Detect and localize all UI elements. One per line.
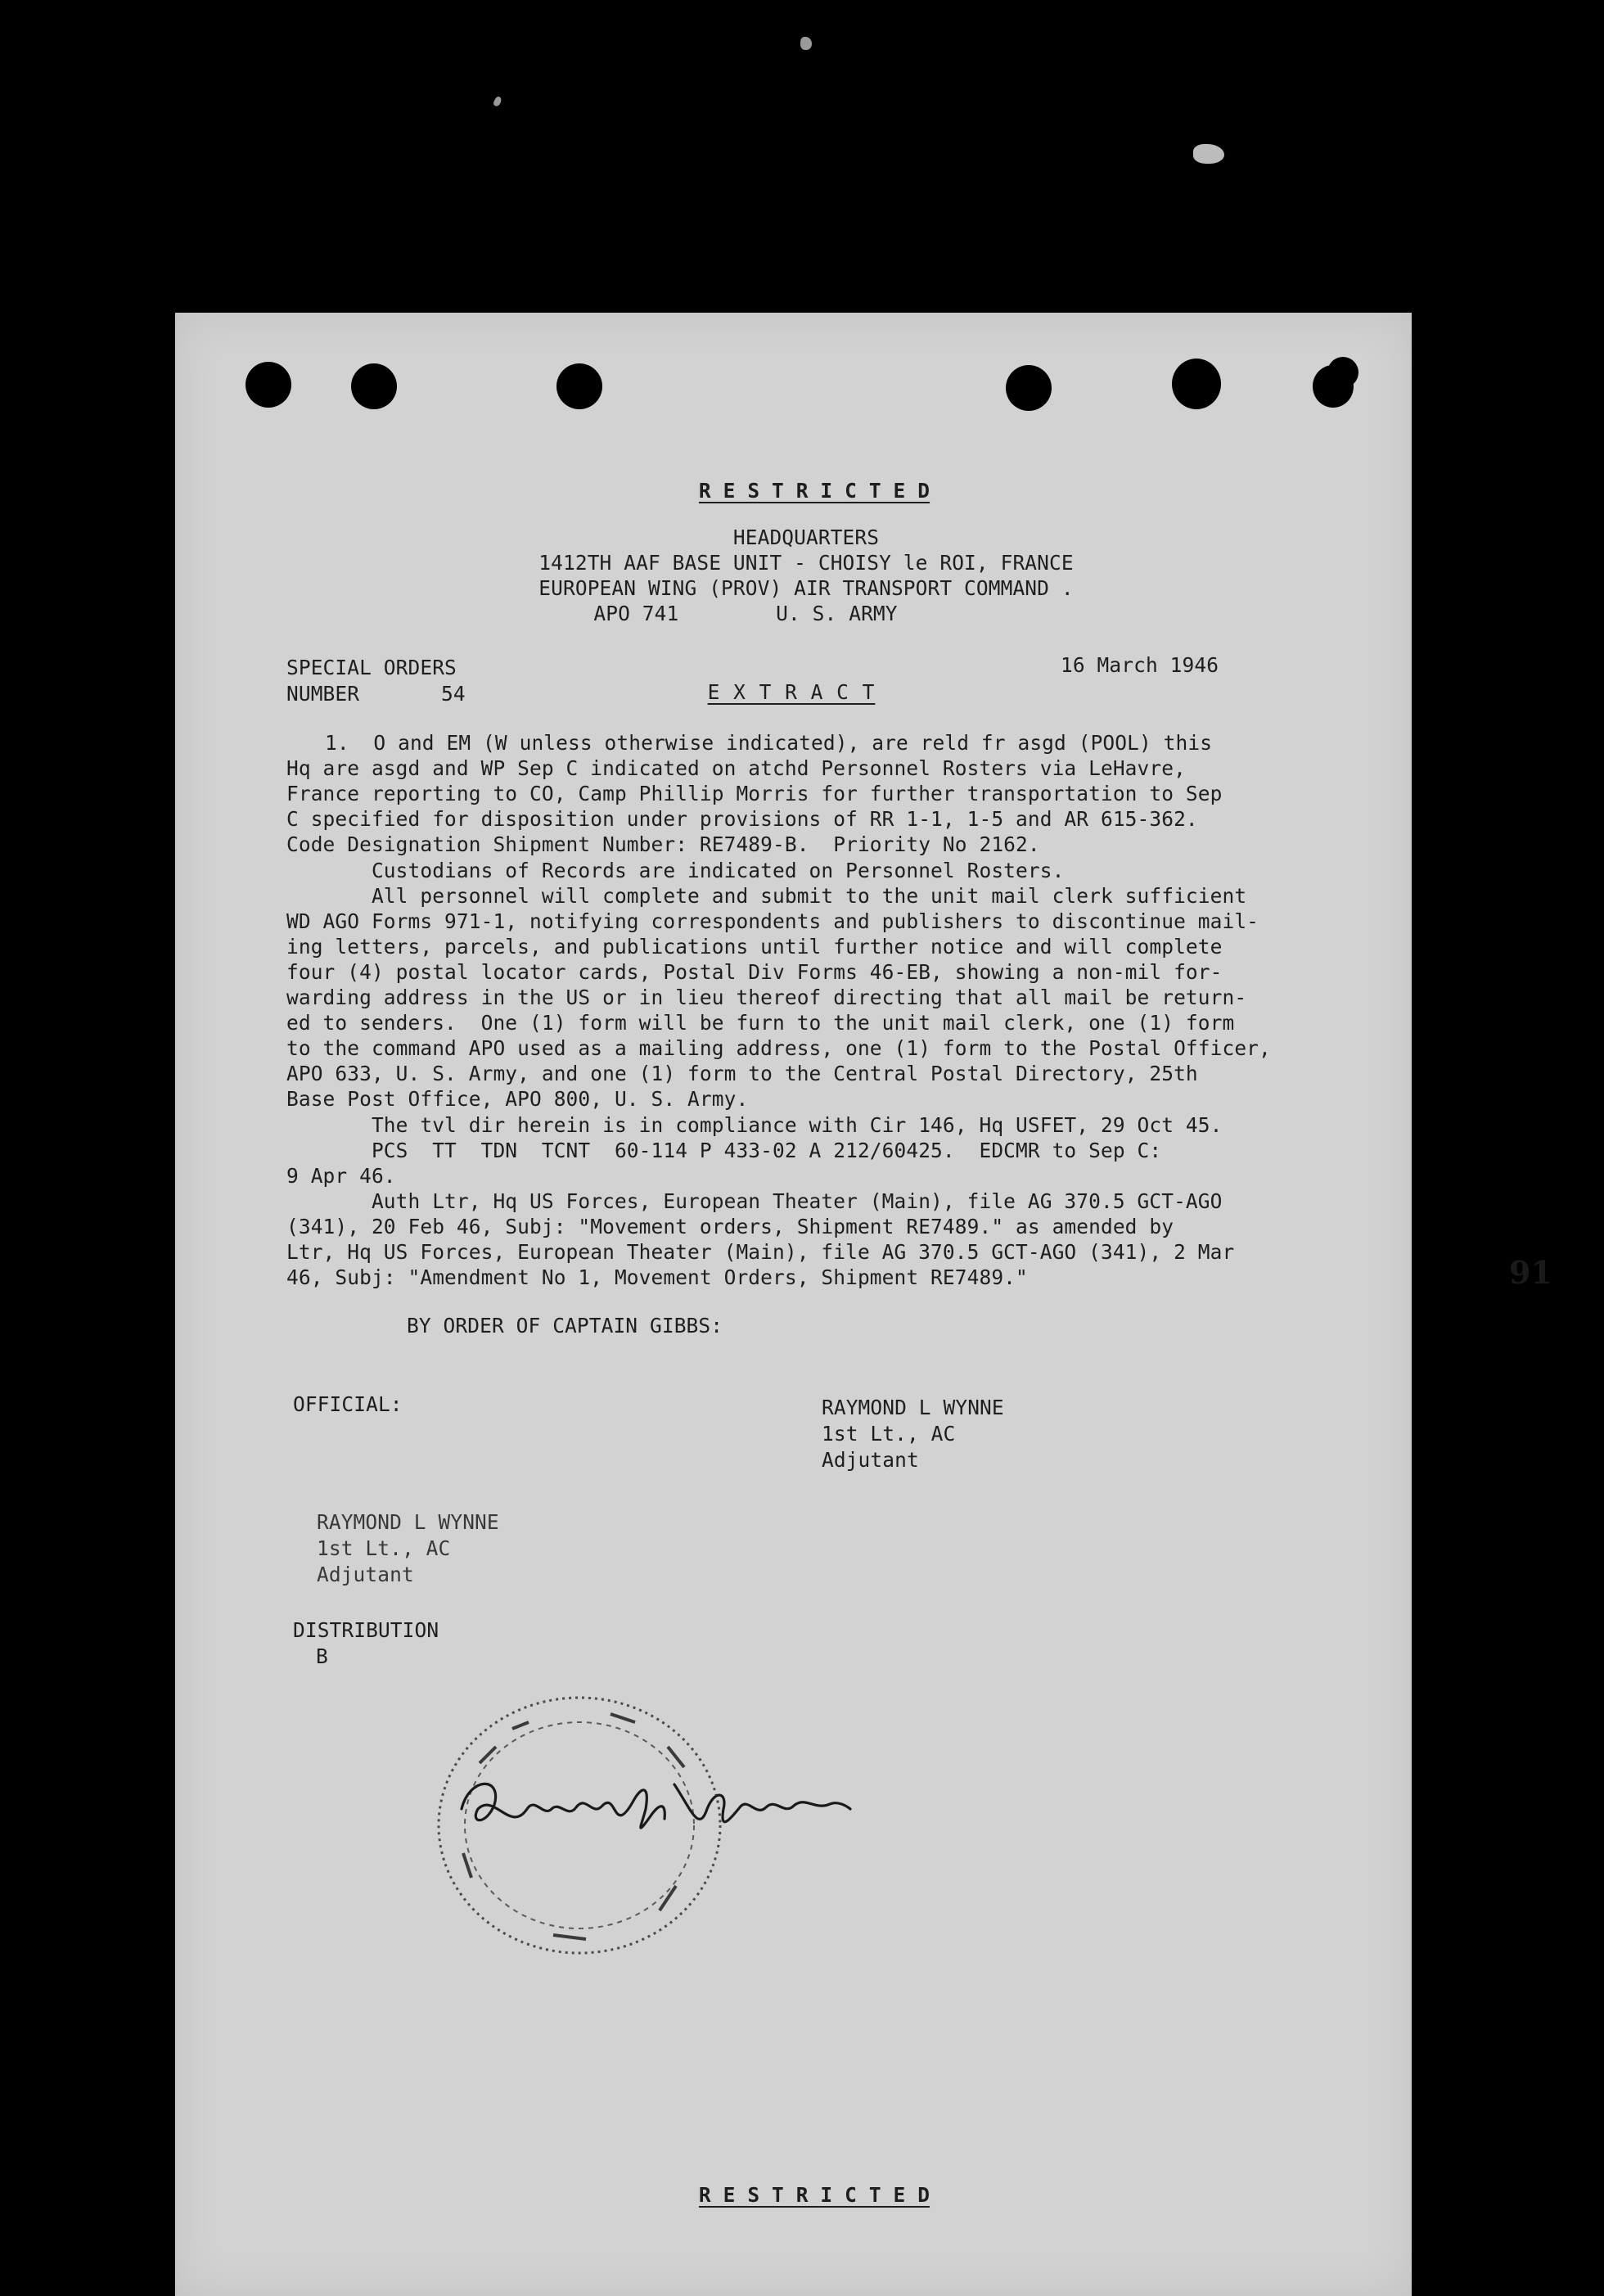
body-line: warding address in the US or in lieu thereof directing that all mail be return- (286, 986, 1247, 1009)
document-page (175, 313, 1552, 2296)
page-number: 91 (1509, 1254, 1552, 1291)
body-line: APO 633, U. S. Army, and one (1) form to the Central Postal Directory, 25th (286, 1062, 1198, 1086)
body-line: Custodians of Records are indicated on Personnel Rosters. (286, 858, 1065, 882)
body-line: WD AGO Forms 971-1, notifying correspondents and publishers to discontinue mail- (286, 909, 1259, 933)
orders-number-label: NUMBER (286, 682, 360, 706)
body-line: (341), 20 Feb 46, Subj: "Movement orders, Shipment RE7489." as amended by (286, 1214, 1174, 1238)
orders-title: SPECIAL ORDERS (286, 656, 457, 679)
official-rank: 1st Lt., AC (317, 1536, 451, 1560)
signature (445, 1760, 858, 1858)
body-line: to the command APO used as a mailing address, one (1) form to the Postal Officer, (286, 1036, 1271, 1061)
orders-number: 54 (441, 682, 466, 706)
official-title: Adjutant (317, 1563, 414, 1586)
body-line: All personnel will complete and submit to the unit mail clerk sufficient (286, 883, 1247, 908)
extract-title: E X T R A C T (707, 680, 876, 704)
heading-line: HEADQUARTERS (732, 526, 880, 549)
body-line: Base Post Office, APO 800, U. S. Army. (286, 1087, 749, 1112)
distribution-label: DISTRIBUTION (293, 1618, 439, 1642)
body-line: 1. O and EM (W unless otherwise indicated), are reld fr asgd (POOL) this (325, 731, 1213, 755)
body-line: 9 Apr 46. (286, 1163, 396, 1188)
signer-title: Adjutant (822, 1448, 919, 1472)
punch-hole (1327, 357, 1358, 388)
restricted-footer: R E S T R I C T E D (698, 2183, 930, 2207)
official-label: OFFICIAL: (293, 1392, 403, 1416)
punch-hole (1006, 365, 1052, 411)
official-name: RAYMOND L WYNNE (317, 1510, 499, 1534)
heading-line: APO 741 U. S. ARMY (593, 602, 898, 625)
restricted-header: R E S T R I C T E D (698, 479, 930, 503)
scan-speck (493, 96, 503, 107)
by-order-line: BY ORDER OF CAPTAIN GIBBS: (407, 1314, 723, 1337)
heading-line: 1412TH AAF BASE UNIT - CHOISY le ROI, FRANCE (538, 551, 1074, 575)
distribution-value: B (316, 1644, 328, 1668)
body-line: ing letters, parcels, and publications until further notice and will complete (286, 934, 1223, 959)
body-line: four (4) postal locator cards, Postal Div Forms 46-EB, showing a non-mil for- (286, 959, 1223, 984)
punch-hole (1172, 359, 1221, 409)
body-line: Code Designation Shipment Number: RE7489-B. Priority No 2162. (286, 832, 1040, 857)
scan-speck (1193, 144, 1224, 164)
signer-name: RAYMOND L WYNNE (822, 1396, 1004, 1419)
signer-rank: 1st Lt., AC (822, 1422, 956, 1446)
body-line: The tvl dir herein is in compliance with Cir 146, Hq USFET, 29 Oct 45. (286, 1112, 1223, 1137)
body-line: C specified for disposition under provisions of RR 1-1, 1-5 and AR 615-362. (286, 807, 1198, 832)
body-line: Hq are asgd and WP Sep C indicated on atchd Personnel Rosters via LeHavre, (286, 756, 1186, 781)
body-line: France reporting to CO, Camp Phillip Morris for further transportation to Sep (286, 782, 1223, 806)
order-date: 16 March 1946 (1061, 653, 1219, 677)
punch-hole (246, 362, 291, 408)
body-line: Ltr, Hq US Forces, European Theater (Main), file AG 370.5 GCT-AGO (341), 2 Mar (286, 1240, 1235, 1264)
body-line: ed to senders. One (1) form will be furn to the unit mail clerk, one (1) form (286, 1011, 1235, 1035)
body-line: 46, Subj: "Amendment No 1, Movement Orders, Shipment RE7489." (286, 1265, 1028, 1290)
body-line: Auth Ltr, Hq US Forces, European Theater (Main), file AG 370.5 GCT-AGO (286, 1189, 1223, 1213)
scan-speck (800, 37, 812, 50)
body-line: PCS TT TDN TCNT 60-114 P 433-02 A 212/60425. EDCMR to Sep C: (286, 1138, 1162, 1162)
punch-hole (556, 363, 602, 409)
punch-hole (351, 363, 397, 409)
heading-line: EUROPEAN WING (PROV) AIR TRANSPORT COMMAND . (538, 576, 1074, 600)
